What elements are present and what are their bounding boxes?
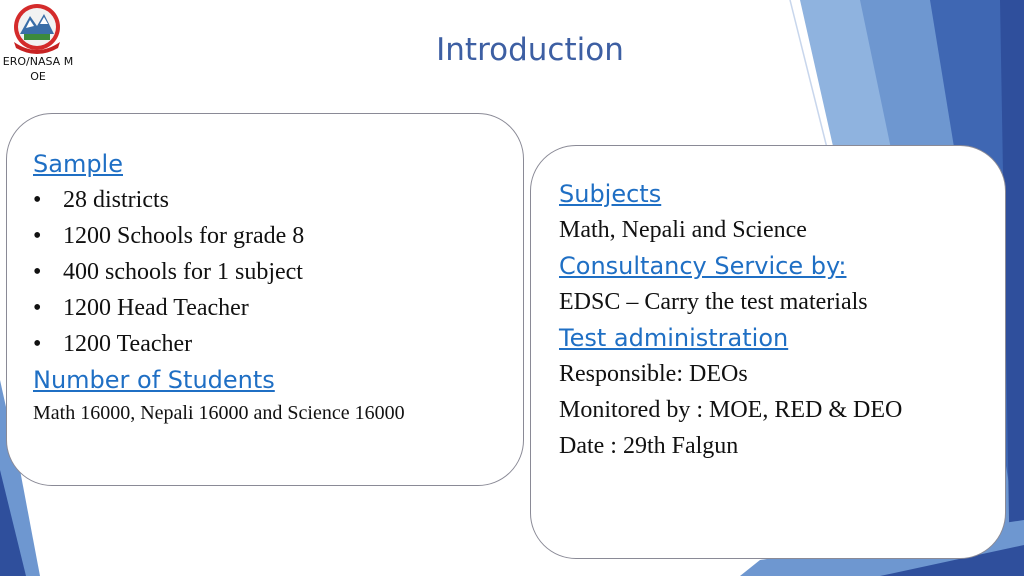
sample-list [33,182,523,362]
monitored-text: Monitored by : MOE, RED & DEO [559,397,903,423]
list-item: • 1200 Head Teacher [33,290,523,326]
slide-title: Introduction [436,32,624,68]
list-item: • 28 districts [33,182,523,218]
consultancy-text: EDSC – Carry the test materials [559,289,868,315]
date-text: Date : 29th Falgun [559,433,739,459]
subjects-heading[interactable]: Subjects [559,180,662,208]
students-heading[interactable]: Number of Students [33,366,275,394]
consultancy-heading[interactable]: Consultancy Service by: [559,252,847,280]
responsible-text: Responsible: DEOs [559,361,748,387]
students-text: Math 16000, Nepali 16000 and Science 16000 [33,402,405,424]
logo-caption: ERO/NASA MOE [2,55,74,83]
list-item: • 1200 Schools for grade 8 [33,218,523,254]
subjects-text: Math, Nepali and Science [559,217,807,243]
sample-card [6,113,524,486]
list-item: • 1200 Teacher [33,326,523,362]
test-admin-heading[interactable]: Test administration [559,324,789,352]
emblem-logo [6,2,68,56]
details-card [530,145,1006,559]
sample-heading[interactable]: Sample [33,150,123,178]
list-item: • 400 schools for 1 subject [33,254,523,290]
